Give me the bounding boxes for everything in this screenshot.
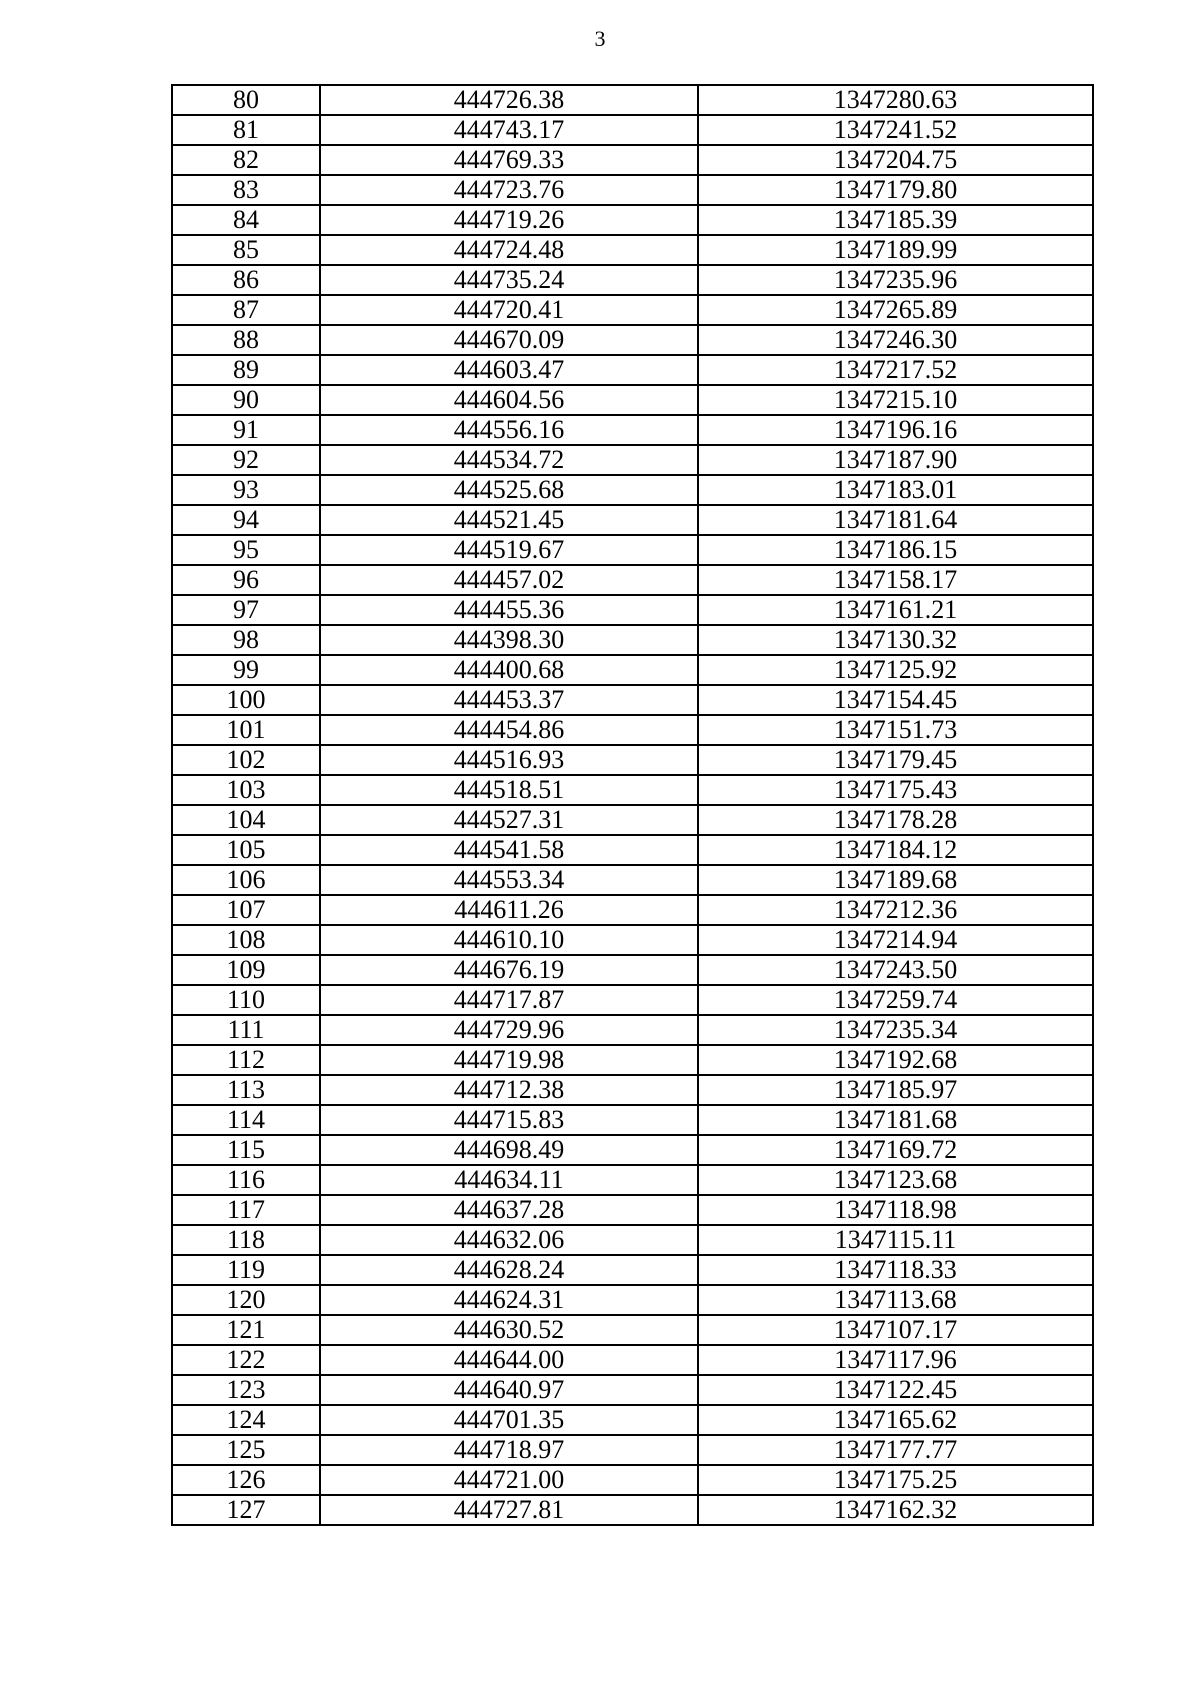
- table-row: [172, 85, 1093, 115]
- y-coordinate-cell: 1347235.96: [698, 265, 1093, 295]
- table-row: [172, 655, 1093, 685]
- table-row: [172, 775, 1093, 805]
- table-row: [172, 385, 1093, 415]
- x-coordinate-cell: 444521.45: [320, 505, 698, 535]
- x-coordinate-cell: 444729.96: [320, 1015, 698, 1045]
- y-coordinate-cell: 1347214.94: [698, 925, 1093, 955]
- y-coordinate-cell: 1347192.68: [698, 1045, 1093, 1075]
- y-coordinate-cell: 1347185.97: [698, 1075, 1093, 1105]
- x-coordinate-cell: 444632.06: [320, 1225, 698, 1255]
- x-coordinate-cell: 444723.76: [320, 175, 698, 205]
- table-row: [172, 1435, 1093, 1465]
- point-number-cell: 81: [172, 115, 320, 145]
- y-coordinate-cell: 1347204.75: [698, 145, 1093, 175]
- x-coordinate-cell: 444712.38: [320, 1075, 698, 1105]
- point-number-cell: 105: [172, 835, 320, 865]
- x-coordinate-cell: 444701.35: [320, 1405, 698, 1435]
- y-coordinate-cell: 1347246.30: [698, 325, 1093, 355]
- point-number-cell: 109: [172, 955, 320, 985]
- y-coordinate-cell: 1347178.28: [698, 805, 1093, 835]
- y-coordinate-cell: 1347161.21: [698, 595, 1093, 625]
- point-number-cell: 108: [172, 925, 320, 955]
- x-coordinate-cell: 444516.93: [320, 745, 698, 775]
- point-number-cell: 120: [172, 1285, 320, 1315]
- table-row: [172, 325, 1093, 355]
- table-row: [172, 985, 1093, 1015]
- table-row: [172, 145, 1093, 175]
- x-coordinate-cell: 444743.17: [320, 115, 698, 145]
- y-coordinate-cell: 1347186.15: [698, 535, 1093, 565]
- point-number-cell: 113: [172, 1075, 320, 1105]
- point-number-cell: 95: [172, 535, 320, 565]
- y-coordinate-cell: 1347189.68: [698, 865, 1093, 895]
- table-row: [172, 1225, 1093, 1255]
- table-row: [172, 1105, 1093, 1135]
- x-coordinate-cell: 444724.48: [320, 235, 698, 265]
- x-coordinate-cell: 444718.97: [320, 1435, 698, 1465]
- y-coordinate-cell: 1347243.50: [698, 955, 1093, 985]
- x-coordinate-cell: 444721.00: [320, 1465, 698, 1495]
- x-coordinate-cell: 444604.56: [320, 385, 698, 415]
- x-coordinate-cell: 444455.36: [320, 595, 698, 625]
- point-number-cell: 96: [172, 565, 320, 595]
- point-number-cell: 124: [172, 1405, 320, 1435]
- x-coordinate-cell: 444553.34: [320, 865, 698, 895]
- y-coordinate-cell: 1347177.77: [698, 1435, 1093, 1465]
- table-row: [172, 205, 1093, 235]
- point-number-cell: 94: [172, 505, 320, 535]
- point-number-cell: 102: [172, 745, 320, 775]
- table-row: [172, 925, 1093, 955]
- point-number-cell: 119: [172, 1255, 320, 1285]
- table-row: [172, 1285, 1093, 1315]
- x-coordinate-cell: 444518.51: [320, 775, 698, 805]
- y-coordinate-cell: 1347179.45: [698, 745, 1093, 775]
- y-coordinate-cell: 1347130.32: [698, 625, 1093, 655]
- x-coordinate-cell: 444670.09: [320, 325, 698, 355]
- table-row: [172, 535, 1093, 565]
- x-coordinate-cell: 444610.10: [320, 925, 698, 955]
- x-coordinate-cell: 444735.24: [320, 265, 698, 295]
- y-coordinate-cell: 1347175.25: [698, 1465, 1093, 1495]
- table-row: [172, 175, 1093, 205]
- table-row: [172, 1465, 1093, 1495]
- y-coordinate-cell: 1347169.72: [698, 1135, 1093, 1165]
- table-row: [172, 265, 1093, 295]
- point-number-cell: 86: [172, 265, 320, 295]
- x-coordinate-cell: 444634.11: [320, 1165, 698, 1195]
- y-coordinate-cell: 1347185.39: [698, 205, 1093, 235]
- y-coordinate-cell: 1347183.01: [698, 475, 1093, 505]
- table-row: [172, 235, 1093, 265]
- x-coordinate-cell: 444769.33: [320, 145, 698, 175]
- y-coordinate-cell: 1347118.98: [698, 1195, 1093, 1225]
- x-coordinate-cell: 444715.83: [320, 1105, 698, 1135]
- x-coordinate-cell: 444398.30: [320, 625, 698, 655]
- table-row: [172, 805, 1093, 835]
- y-coordinate-cell: 1347280.63: [698, 85, 1093, 115]
- y-coordinate-cell: 1347184.12: [698, 835, 1093, 865]
- table-row: [172, 1315, 1093, 1345]
- y-coordinate-cell: 1347118.33: [698, 1255, 1093, 1285]
- point-number-cell: 110: [172, 985, 320, 1015]
- point-number-cell: 125: [172, 1435, 320, 1465]
- x-coordinate-cell: 444640.97: [320, 1375, 698, 1405]
- table-row: [172, 835, 1093, 865]
- y-coordinate-cell: 1347265.89: [698, 295, 1093, 325]
- x-coordinate-cell: 444698.49: [320, 1135, 698, 1165]
- x-coordinate-cell: 444556.16: [320, 415, 698, 445]
- x-coordinate-cell: 444453.37: [320, 685, 698, 715]
- x-coordinate-cell: 444630.52: [320, 1315, 698, 1345]
- point-number-cell: 101: [172, 715, 320, 745]
- point-number-cell: 111: [172, 1015, 320, 1045]
- y-coordinate-cell: 1347122.45: [698, 1375, 1093, 1405]
- table-row: [172, 1015, 1093, 1045]
- point-number-cell: 84: [172, 205, 320, 235]
- point-number-cell: 106: [172, 865, 320, 895]
- point-number-cell: 117: [172, 1195, 320, 1225]
- table-row: [172, 685, 1093, 715]
- table-row: [172, 1045, 1093, 1075]
- y-coordinate-cell: 1347235.34: [698, 1015, 1093, 1045]
- point-number-cell: 115: [172, 1135, 320, 1165]
- y-coordinate-cell: 1347165.62: [698, 1405, 1093, 1435]
- y-coordinate-cell: 1347181.68: [698, 1105, 1093, 1135]
- y-coordinate-cell: 1347241.52: [698, 115, 1093, 145]
- x-coordinate-cell: 444717.87: [320, 985, 698, 1015]
- x-coordinate-cell: 444457.02: [320, 565, 698, 595]
- table-row: [172, 715, 1093, 745]
- x-coordinate-cell: 444400.68: [320, 655, 698, 685]
- x-coordinate-cell: 444454.86: [320, 715, 698, 745]
- y-coordinate-cell: 1347179.80: [698, 175, 1093, 205]
- table-row: [172, 1405, 1093, 1435]
- point-number-cell: 93: [172, 475, 320, 505]
- x-coordinate-cell: 444527.31: [320, 805, 698, 835]
- x-coordinate-cell: 444611.26: [320, 895, 698, 925]
- y-coordinate-cell: 1347187.90: [698, 445, 1093, 475]
- point-number-cell: 100: [172, 685, 320, 715]
- table-row: [172, 1345, 1093, 1375]
- point-number-cell: 126: [172, 1465, 320, 1495]
- table-row: [172, 1375, 1093, 1405]
- y-coordinate-cell: 1347215.10: [698, 385, 1093, 415]
- x-coordinate-cell: 444624.31: [320, 1285, 698, 1315]
- x-coordinate-cell: 444727.81: [320, 1495, 698, 1525]
- y-coordinate-cell: 1347117.96: [698, 1345, 1093, 1375]
- point-number-cell: 92: [172, 445, 320, 475]
- y-coordinate-cell: 1347175.43: [698, 775, 1093, 805]
- y-coordinate-cell: 1347196.16: [698, 415, 1093, 445]
- point-number-cell: 103: [172, 775, 320, 805]
- point-number-cell: 98: [172, 625, 320, 655]
- point-number-cell: 83: [172, 175, 320, 205]
- y-coordinate-cell: 1347107.17: [698, 1315, 1093, 1345]
- point-number-cell: 80: [172, 85, 320, 115]
- point-number-cell: 116: [172, 1165, 320, 1195]
- x-coordinate-cell: 444637.28: [320, 1195, 698, 1225]
- x-coordinate-cell: 444720.41: [320, 295, 698, 325]
- point-number-cell: 107: [172, 895, 320, 925]
- table-row: [172, 1135, 1093, 1165]
- x-coordinate-cell: 444719.26: [320, 205, 698, 235]
- y-coordinate-cell: 1347259.74: [698, 985, 1093, 1015]
- point-number-cell: 90: [172, 385, 320, 415]
- y-coordinate-cell: 1347123.68: [698, 1165, 1093, 1195]
- table-row: [172, 745, 1093, 775]
- point-number-cell: 121: [172, 1315, 320, 1345]
- table-row: [172, 355, 1093, 385]
- y-coordinate-cell: 1347217.52: [698, 355, 1093, 385]
- coordinates-table: [171, 84, 1094, 1526]
- y-coordinate-cell: 1347151.73: [698, 715, 1093, 745]
- table-row: [172, 955, 1093, 985]
- x-coordinate-cell: 444525.68: [320, 475, 698, 505]
- point-number-cell: 118: [172, 1225, 320, 1255]
- y-coordinate-cell: 1347212.36: [698, 895, 1093, 925]
- table-row: [172, 1495, 1093, 1525]
- table-row: [172, 1075, 1093, 1105]
- y-coordinate-cell: 1347125.92: [698, 655, 1093, 685]
- point-number-cell: 114: [172, 1105, 320, 1135]
- point-number-cell: 87: [172, 295, 320, 325]
- x-coordinate-cell: 444676.19: [320, 955, 698, 985]
- table-row: [172, 415, 1093, 445]
- point-number-cell: 85: [172, 235, 320, 265]
- x-coordinate-cell: 444603.47: [320, 355, 698, 385]
- point-number-cell: 91: [172, 415, 320, 445]
- table-row: [172, 895, 1093, 925]
- table-row: [172, 1165, 1093, 1195]
- table-row: [172, 505, 1093, 535]
- table-row: [172, 625, 1093, 655]
- y-coordinate-cell: 1347154.45: [698, 685, 1093, 715]
- x-coordinate-cell: 444628.24: [320, 1255, 698, 1285]
- table-row: [172, 865, 1093, 895]
- point-number-cell: 99: [172, 655, 320, 685]
- point-number-cell: 122: [172, 1345, 320, 1375]
- point-number-cell: 123: [172, 1375, 320, 1405]
- x-coordinate-cell: 444519.67: [320, 535, 698, 565]
- table-row: [172, 1195, 1093, 1225]
- table-row: [172, 475, 1093, 505]
- x-coordinate-cell: 444644.00: [320, 1345, 698, 1375]
- point-number-cell: 89: [172, 355, 320, 385]
- x-coordinate-cell: 444726.38: [320, 85, 698, 115]
- y-coordinate-cell: 1347162.32: [698, 1495, 1093, 1525]
- table-row: [172, 295, 1093, 325]
- table-row: [172, 565, 1093, 595]
- table-row: [172, 1255, 1093, 1285]
- y-coordinate-cell: 1347113.68: [698, 1285, 1093, 1315]
- point-number-cell: 82: [172, 145, 320, 175]
- point-number-cell: 104: [172, 805, 320, 835]
- x-coordinate-cell: 444534.72: [320, 445, 698, 475]
- table-row: [172, 595, 1093, 625]
- point-number-cell: 97: [172, 595, 320, 625]
- x-coordinate-cell: 444719.98: [320, 1045, 698, 1075]
- page-number: 3: [594, 26, 606, 51]
- table-row: [172, 115, 1093, 145]
- y-coordinate-cell: 1347158.17: [698, 565, 1093, 595]
- y-coordinate-cell: 1347181.64: [698, 505, 1093, 535]
- point-number-cell: 127: [172, 1495, 320, 1525]
- point-number-cell: 112: [172, 1045, 320, 1075]
- x-coordinate-cell: 444541.58: [320, 835, 698, 865]
- table-row: [172, 445, 1093, 475]
- y-coordinate-cell: 1347189.99: [698, 235, 1093, 265]
- coordinates-table-body: [172, 85, 1093, 1525]
- point-number-cell: 88: [172, 325, 320, 355]
- y-coordinate-cell: 1347115.11: [698, 1225, 1093, 1255]
